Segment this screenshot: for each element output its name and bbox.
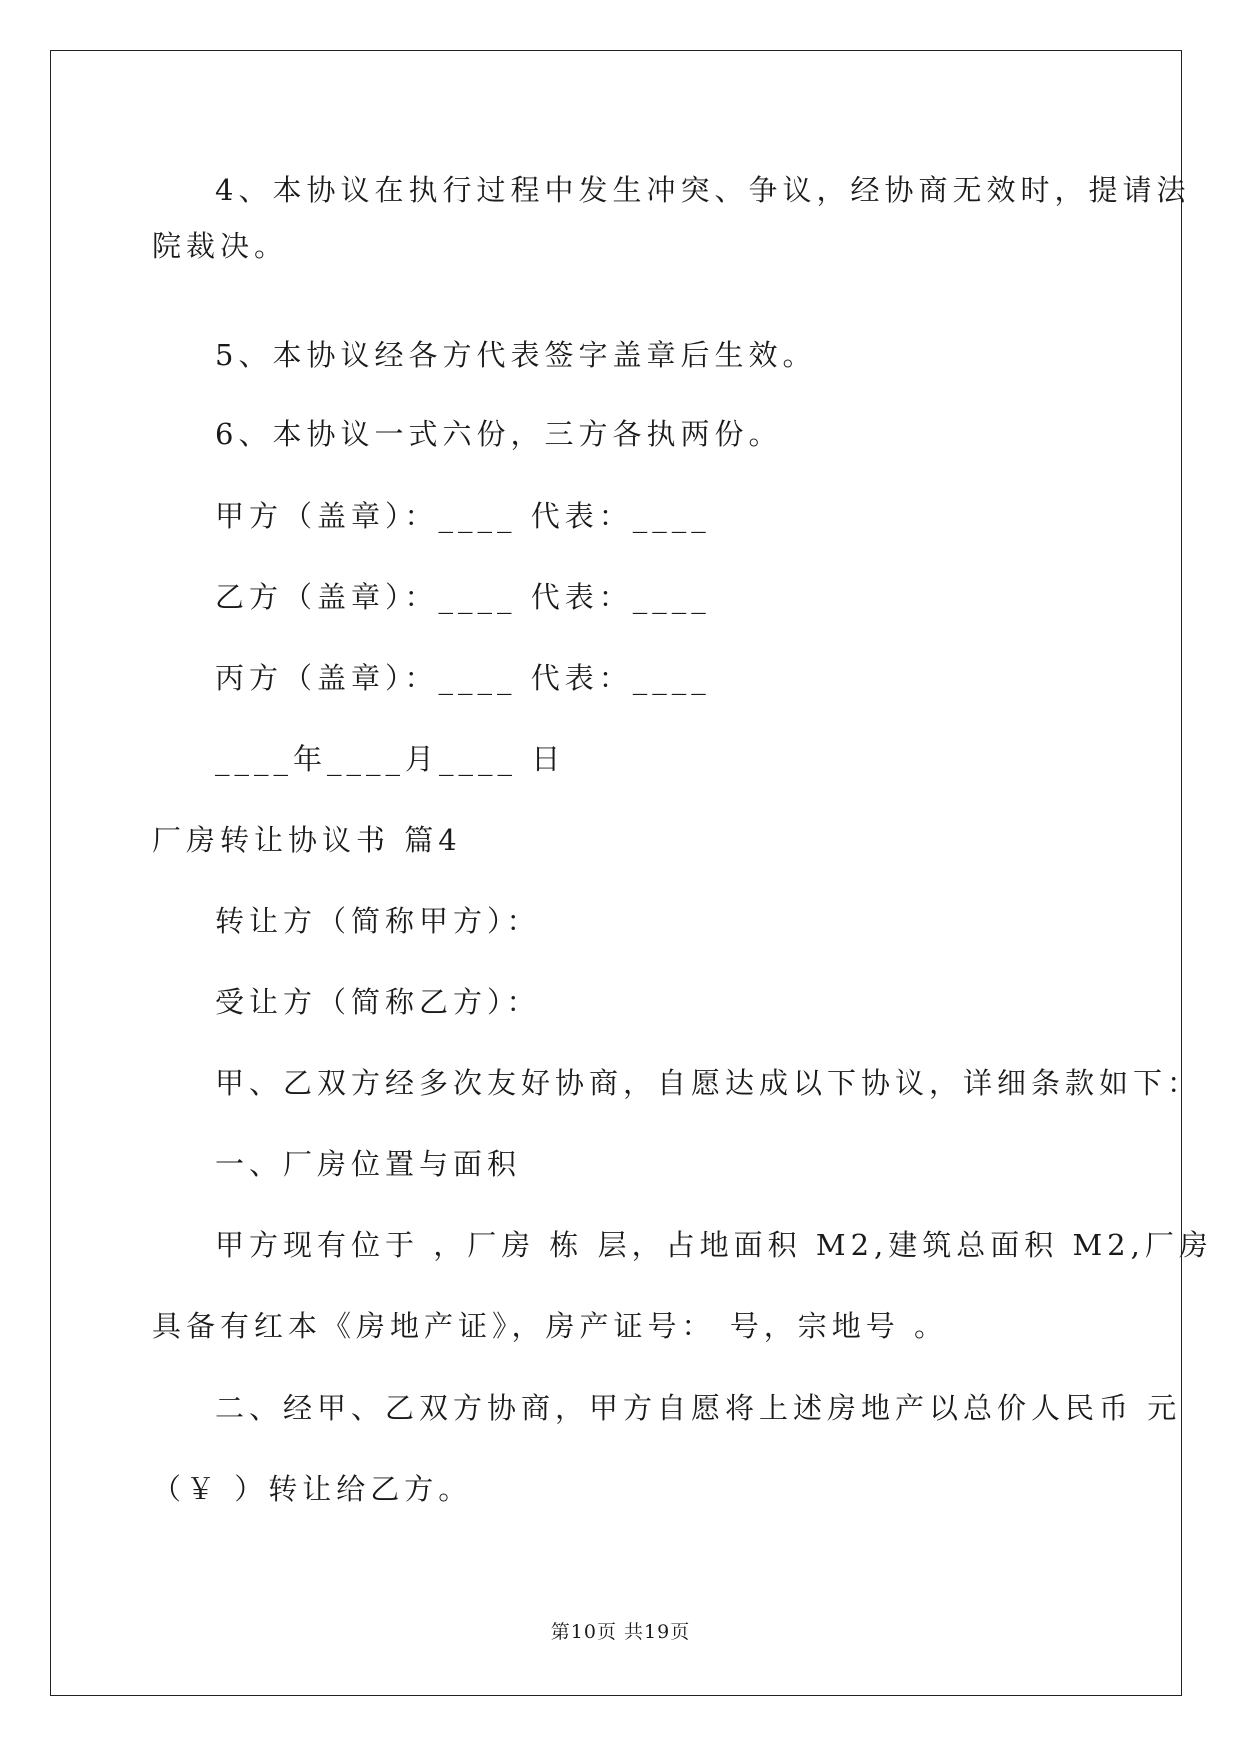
article-2-line-1: 二、经甲、乙双方协商，甲方自愿将上述房地产以总价人民币 元 — [215, 1391, 1182, 1425]
clause-4-line-1: 4、本协议在执行过程中发生冲突、争议，经协商无效时，提请法 — [215, 173, 1191, 207]
signature-party-b: 乙方（盖章）：____ 代表：____ — [215, 580, 711, 614]
signature-party-a: 甲方（盖章）：____ 代表：____ — [215, 499, 711, 533]
signature-date: ____年____月____ 日 — [215, 742, 566, 776]
page-number-footer: 第10页 共19页 — [550, 1621, 691, 1643]
clause-4-line-2: 院裁决。 — [152, 229, 289, 263]
transferor-line: 转让方（简称甲方）： — [215, 904, 541, 938]
clause-6: 6、本协议一式六份，三方各执两份。 — [215, 417, 783, 451]
transferee-line: 受让方（简称乙方）： — [215, 985, 541, 1019]
intro-paragraph: 甲、乙双方经多次友好协商，自愿达成以下协议，详细条款如下： — [215, 1066, 1202, 1100]
section-heading: 厂房转让协议书 篇4 — [152, 823, 462, 857]
clause-5: 5、本协议经各方代表签字盖章后生效。 — [215, 338, 817, 372]
location-line-1: 甲方现有位于 ，厂房 栋 层，占地面积 M2,建筑总面积 M2,厂房 — [215, 1228, 1213, 1262]
signature-party-c: 丙方（盖章）：____ 代表：____ — [215, 661, 711, 695]
article-2-line-2: （￥ ）转让给乙方。 — [152, 1472, 473, 1506]
location-line-2: 具备有红本《房地产证》，房产证号： 号，宗地号 。 — [152, 1309, 948, 1343]
article-1-title: 一、厂房位置与面积 — [215, 1147, 522, 1181]
page-border — [50, 50, 1182, 1696]
